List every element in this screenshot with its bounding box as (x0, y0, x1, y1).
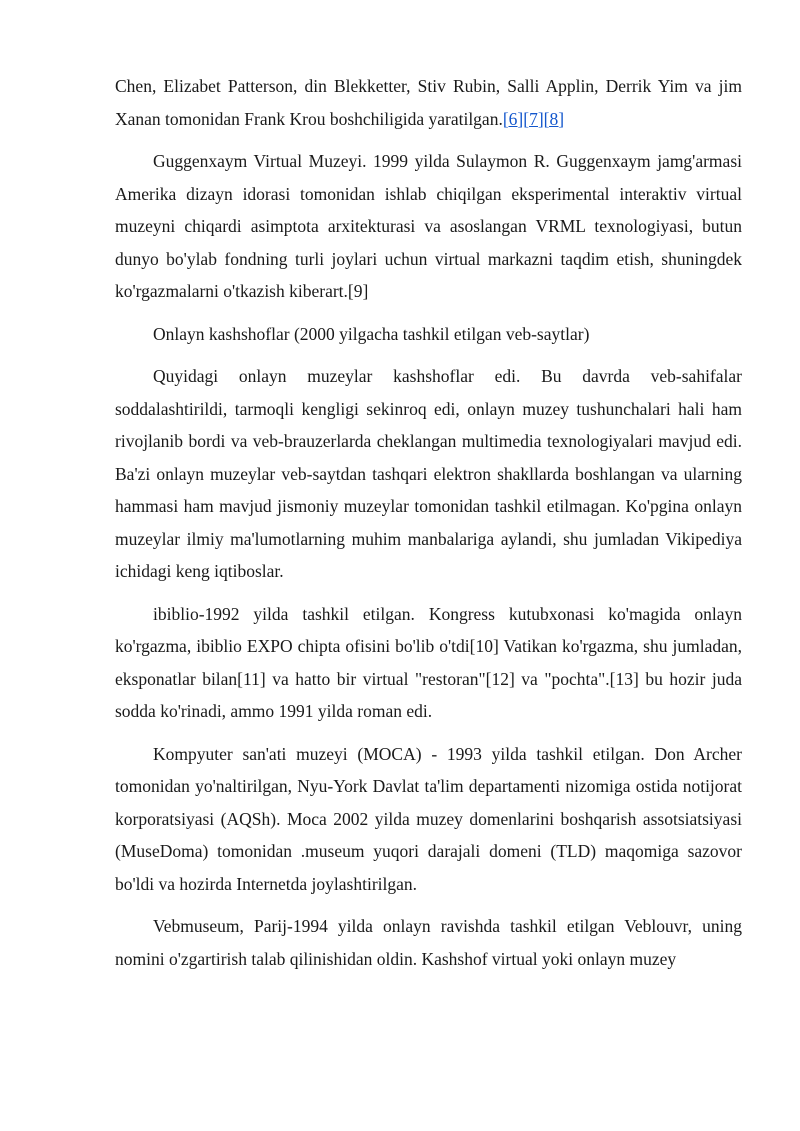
paragraph-5: ibiblio-1992 yilda tashkil etilgan. Kongress kutubxonasi ko'magida onlayn ko'rgazma, ibiblio EXPO chipta ofisini bo'lib o'tdi[10] Vatikan ko'rgazma, shu jumladan, eksponatlar bilan[11] va hatto bir virtual "restoran"[12] va "pochta".[13] bu hozir juda sodda ko'rinadi, ammo 1991 yilda roman edi. (115, 603, 742, 721)
paragraph-1-text: Chen, Elizabet Patterson, din Blekketter, Stiv Rubin, Salli Applin, Derrik Yim va jim Xanan tomonidan Frank Krou boshchiligida yaratilgan. (115, 76, 742, 129)
reference-link-7[interactable]: [7] (523, 108, 544, 129)
paragraph-7: Vebmuseum, Parij-1994 yilda onlayn ravishda tashkil etilgan Veblouvr, uning nomini o'zgartirish talab qilinishidan oldin. Kashshof virtual yoki onlayn muzey (115, 916, 742, 969)
section-heading-pioneers: Onlayn kashshoflar (2000 yilgacha tashkil etilgan veb-saytlar) (153, 323, 590, 344)
reference-link-8[interactable]: [8] (543, 108, 565, 129)
document-page (115, 70, 742, 985)
reference-link-6[interactable]: [6] (502, 108, 524, 129)
paragraph-2: Guggenxaym Virtual Muzeyi. 1999 yilda Sulaymon R. Guggenxaym jamg'armasi Amerika dizayn idorasi tomonidan ishlab chiqilgan eksperimental interaktiv virtual muzeyni chiqardi asimptota arxitekturasi va asoslangan VRML texnologiyasi, butun dunyo bo'ylab fondning turli joylari uchun virtual markazni taqdim etish, shuningdek ko'rgazmalarni o'tkazish kiberart.[9] (115, 151, 742, 301)
paragraph-6: Kompyuter san'ati muzeyi (MOCA) - 1993 yilda tashkil etilgan. Don Archer tomonidan yo'naltirilgan, Nyu-York Davlat ta'lim departamenti nizomiga ostida notijorat korporatsiyasi (AQSh). Moca 2002 yilda muzey domenlarini boshqarish assotsiatsiyasi (MuseDoma) tomonidan .museum yuqori darajali domeni (TLD) maqomiga sazovor bo'ldi va hozirda Internetda joylashtirilgan. (115, 743, 742, 894)
paragraph-4: Quyidagi onlayn muzeylar kashshoflar edi. Bu davrda veb-sahifalar soddalashtirildi, tarmoqli kengligi sekinroq edi, onlayn muzey tushunchalari hali ham rivojlanib bordi va veb-brauzerlarda cheklangan multimedia texnologiyalari mavjud edi. Ba'zi onlayn muzeylar veb-saytdan tashqari elektron shakllarda boshlangan va ularning hammasi ham mavjud jismoniy muzeylar tomonidan tashkil etilmagan. Ko'pgina onlayn muzeylar ilmiy ma'lumotlarning muhim manbalariga aylandi, shu jumladan Vikipediya ichidagi keng iqtiboslar. (115, 366, 742, 581)
paragraph-1 (115, 70, 742, 135)
